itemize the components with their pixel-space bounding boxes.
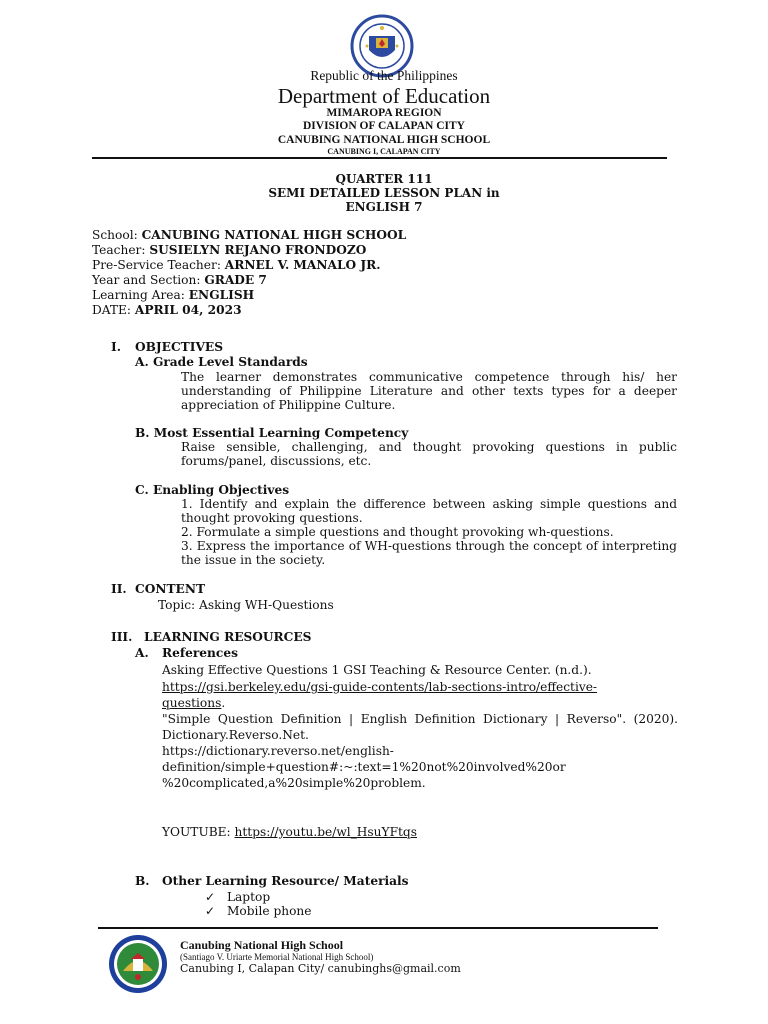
objectives-a-heading: A. Grade Level Standards	[135, 355, 308, 369]
info-teacher-label: Teacher:	[92, 243, 150, 257]
objectives-a-text: The learner demonstrates communicative competence through his/ her understanding of Philippine Literature and other texts types for a deeper appreciation of Philippine Culture.	[181, 370, 677, 412]
info-date-value: APRIL 04, 2023	[134, 303, 242, 317]
ref1-link-end: .	[221, 696, 226, 710]
ref2-url-2: definition/simple+question#:~:text=1%20not%20involved%20or	[162, 760, 566, 774]
info-year-value: GRADE 7	[204, 273, 267, 287]
ref1-link-line	[162, 679, 678, 695]
resources-numeral: III.	[111, 630, 133, 644]
checkmark-icon: ✓	[205, 904, 216, 918]
content-heading: CONTENT	[135, 582, 206, 596]
material-item	[205, 890, 270, 904]
school-logo	[103, 933, 173, 995]
info-preservice	[92, 258, 652, 273]
header-division: DIVISION OF CALAPAN CITY	[303, 120, 465, 132]
youtube-line	[162, 825, 417, 839]
info-school-label: School:	[92, 228, 142, 242]
ref1-link-line2	[162, 695, 678, 711]
footer-school: Canubing National High School	[180, 938, 344, 952]
resources-b-label: B.	[135, 874, 150, 888]
ref2-url-3: %20complicated,a%20simple%20problem.	[162, 776, 426, 790]
info-school-value: CANUBING NATIONAL HIGH SCHOOL	[141, 228, 407, 242]
ref2-text: "Simple Question Definition | English Definition Dictionary | Reverso". (2020). Dictionary.Reverso.Net.	[162, 712, 678, 742]
header-address: CANUBING I, CALAPAN CITY	[327, 147, 441, 156]
resources-a-label: A.	[135, 646, 149, 660]
info-area-value: ENGLISH	[188, 288, 255, 302]
header-republic: Republic of the Philippines	[310, 68, 458, 83]
footer-divider	[98, 927, 658, 929]
checkmark-icon: ✓	[205, 890, 216, 904]
info-school	[92, 228, 652, 243]
ref1-link[interactable]: https://gsi.berkeley.edu/gsi-guide-contents/lab-sections-intro/effective-	[162, 680, 598, 694]
info-area	[92, 288, 652, 303]
material-item-label: Mobile phone	[226, 904, 312, 918]
info-year-label: Year and Section:	[92, 273, 205, 287]
youtube-link[interactable]: https://youtu.be/wl_HsuYFtqs	[234, 825, 417, 839]
ref1-link-cont[interactable]: questions	[162, 696, 222, 710]
objectives-numeral: I.	[111, 340, 121, 354]
objectives-b-text: Raise sensible, challenging, and thought provoking questions in public forums/panel, discussions, etc.	[181, 440, 677, 468]
objectives-b-heading: B. Most Essential Learning Competency	[135, 426, 409, 440]
objectives-c-item-3: 3. Express the importance of WH-questions through the concept of interpreting the issue in the society.	[181, 539, 677, 567]
lesson-info	[92, 228, 652, 318]
resources-a-heading: References	[162, 646, 238, 660]
title-plan: SEMI DETAILED LESSON PLAN in	[268, 186, 500, 200]
content-numeral: II.	[111, 582, 127, 596]
info-preservice-value: ARNEL V. MANALO JR.	[224, 258, 381, 272]
header-school: CANUBING NATIONAL HIGH SCHOOL	[277, 134, 491, 146]
content-topic: Topic: Asking WH-Questions	[158, 598, 334, 612]
info-teacher	[92, 243, 652, 258]
info-teacher-value: SUSIELYN REJANO FRONDOZO	[149, 243, 367, 257]
resources-heading: LEARNING RESOURCES	[144, 630, 312, 644]
info-date-label: DATE:	[92, 303, 135, 317]
resources-b-heading: Other Learning Resource/ Materials	[162, 874, 409, 888]
info-area-label: Learning Area:	[92, 288, 189, 302]
info-year	[92, 273, 652, 288]
info-preservice-label: Pre-Service Teacher:	[92, 258, 225, 272]
ref2-url-1: https://dictionary.reverso.net/english-	[162, 744, 394, 758]
objectives-c-heading: C. Enabling Objectives	[135, 483, 290, 497]
info-date	[92, 303, 652, 318]
references-block	[162, 662, 678, 791]
youtube-label: YOUTUBE:	[162, 825, 235, 839]
objectives-c-item-2: 2. Formulate a simple questions and thought provoking wh-questions.	[181, 525, 614, 539]
header-department: Department of Education	[277, 84, 491, 108]
header-region: MIMAROPA REGION	[326, 107, 442, 119]
objectives-heading: OBJECTIVES	[135, 340, 223, 354]
title-quarter: QUARTER 111	[335, 172, 433, 186]
title-subject: ENGLISH 7	[345, 200, 423, 214]
objectives-c-item-1: 1. Identify and explain the difference between asking simple questions and thought provoking questions.	[181, 497, 677, 525]
material-item	[205, 904, 312, 918]
material-item-label: Laptop	[226, 890, 271, 904]
ref1-text: Asking Effective Questions 1 GSI Teaching & Resource Center. (n.d.).	[162, 663, 592, 677]
footer-memorial: (Santiago V. Uriarte Memorial National High School)	[180, 952, 374, 962]
header-divider	[92, 157, 667, 159]
footer-contact: Canubing I, Calapan City/ canubinghs@gmail.com	[180, 962, 461, 975]
